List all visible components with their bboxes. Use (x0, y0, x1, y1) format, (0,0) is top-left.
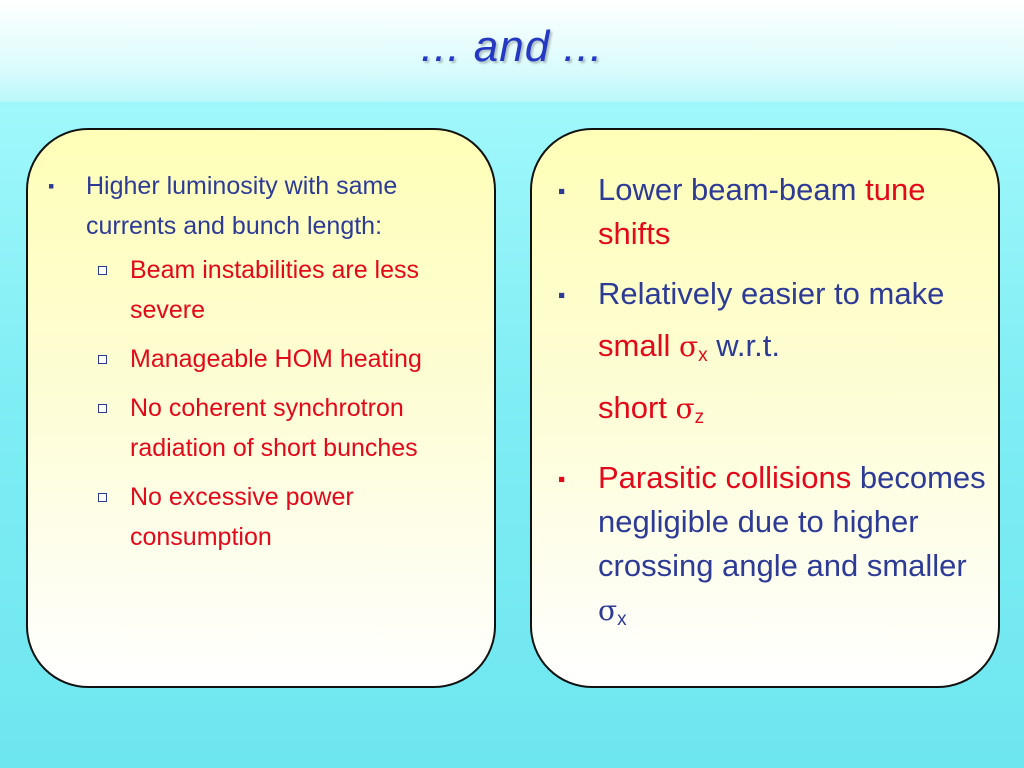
square-bullet-icon: ▪ (558, 468, 566, 491)
sub-item-text: No coherent synchrotron radiation of short bunches (130, 394, 418, 462)
list-item (558, 268, 998, 444)
list-item (558, 456, 998, 642)
sub-list-item (86, 339, 488, 379)
list-item (558, 168, 998, 256)
sub-item-text: Manageable HOM heating (130, 345, 422, 373)
hollow-square-bullet-icon (98, 493, 107, 502)
sub-list-item (86, 250, 488, 330)
slide-title: ... and ... (420, 22, 604, 71)
left-panel (26, 128, 496, 688)
sub-list-item (86, 477, 488, 557)
item-text: Relatively easier to make (598, 276, 945, 311)
item-highlight: tune shifts (598, 172, 926, 251)
sigma-symbol: σ (678, 330, 699, 363)
square-bullet-icon: ▪ (558, 180, 566, 203)
right-panel (530, 128, 1000, 688)
item-highlight: small (598, 328, 671, 363)
item-highlight: Parasitic collisions (598, 460, 852, 495)
sigma-symbol: σ (675, 392, 695, 425)
bullet-text: Higher luminosity with same currents and bunch length: (86, 172, 398, 240)
sub-list-item (86, 388, 488, 468)
square-bullet-icon: ▪ (558, 284, 566, 307)
sigma-symbol: σ (598, 594, 618, 627)
item-text: Lower beam-beam (598, 172, 857, 207)
item-text: w.r.t. (716, 328, 780, 363)
sub-item-text: Beam instabilities are less severe (130, 256, 420, 324)
hollow-square-bullet-icon (98, 355, 107, 364)
subscript: x (617, 609, 627, 630)
hollow-square-bullet-icon (98, 266, 107, 275)
subscript: x (698, 345, 708, 366)
list-item (48, 166, 488, 557)
hollow-square-bullet-icon (98, 404, 107, 413)
subscript: z (694, 407, 705, 428)
item-text: becomes negligible due to higher crossing angle and smaller (598, 460, 986, 583)
item-highlight: short (598, 390, 667, 425)
square-bullet-icon: ▪ (48, 176, 55, 196)
sub-item-text: No excessive power consumption (130, 483, 354, 551)
right-bullet-list (558, 168, 998, 654)
left-bullet-list (48, 166, 488, 566)
